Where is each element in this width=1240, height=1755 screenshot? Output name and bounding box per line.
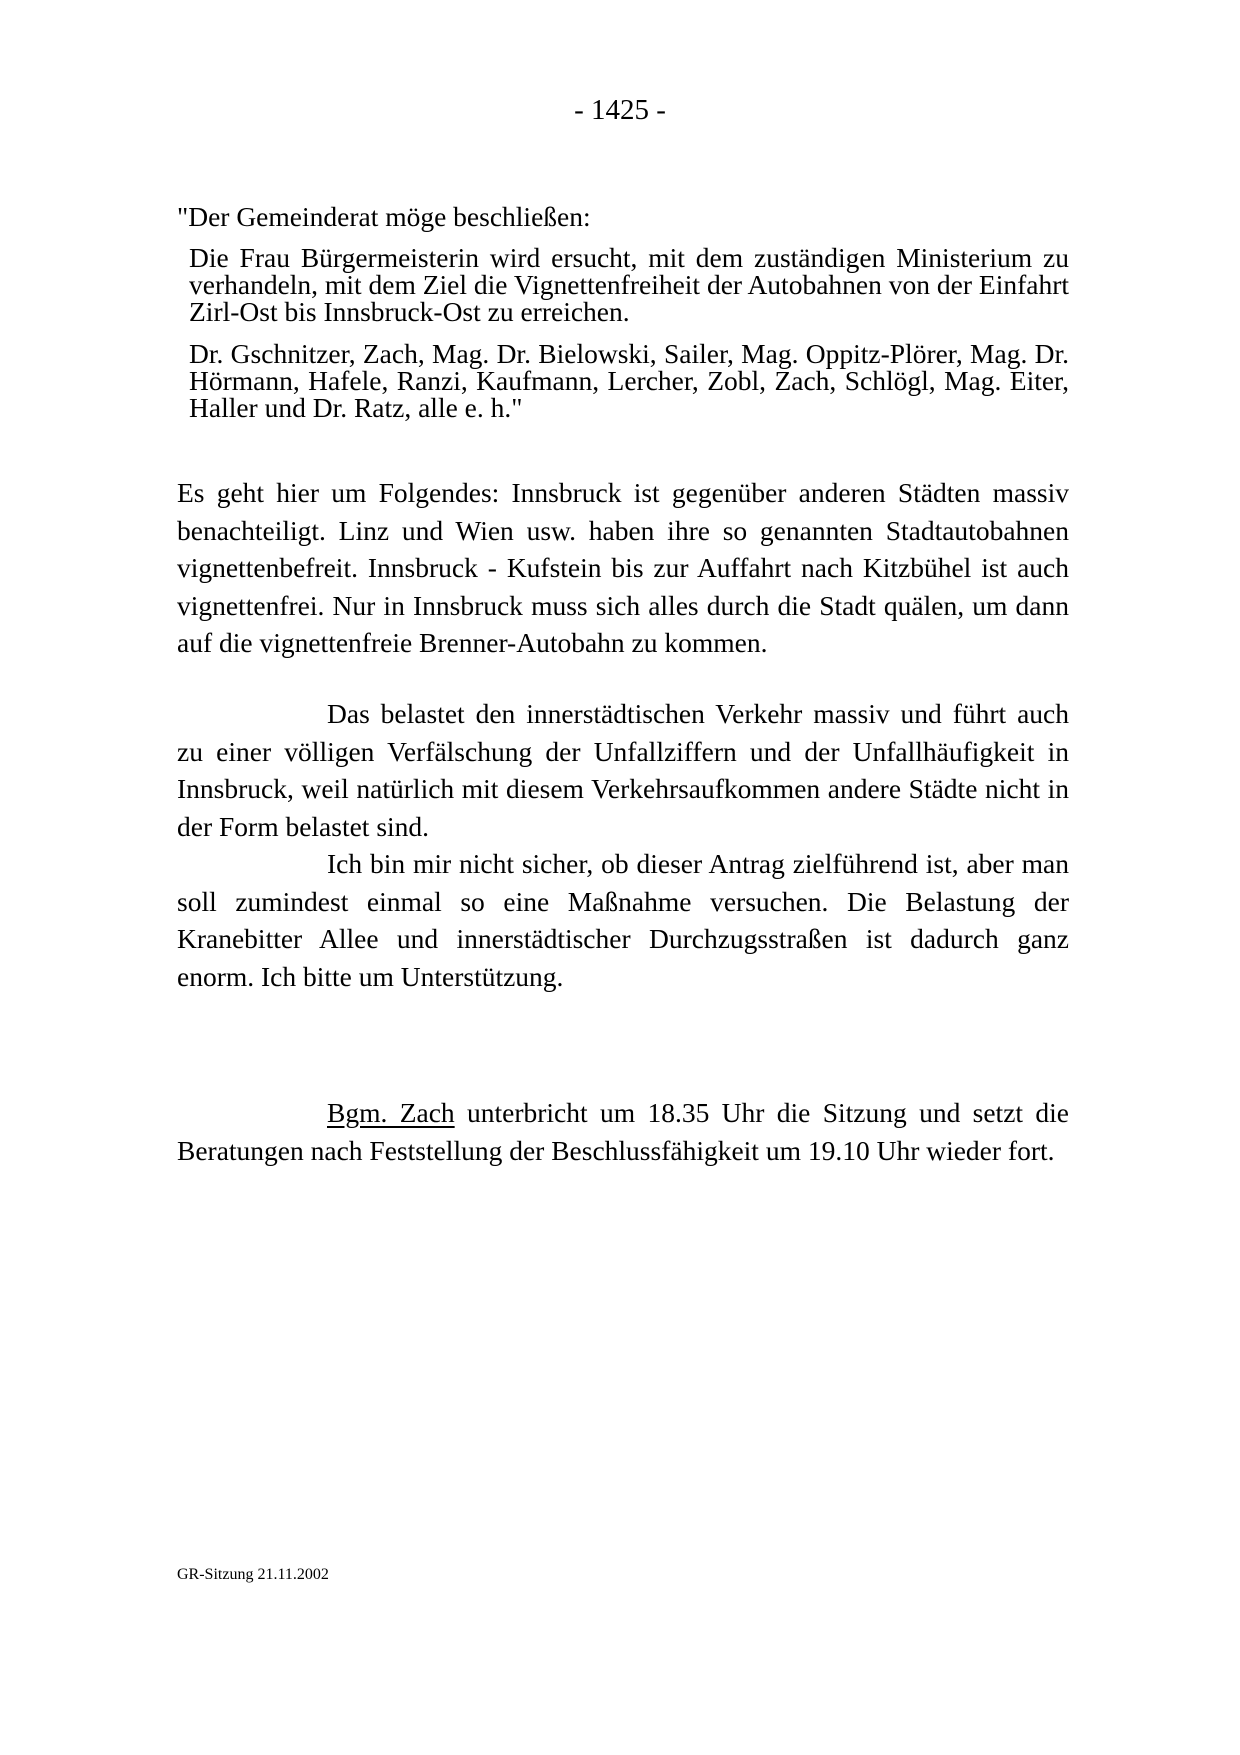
body-paragraph-4 xyxy=(177,1094,1069,1169)
footer-session-date: GR-Sitzung 21.11.2002 xyxy=(177,1566,329,1583)
paragraph-text: Es geht hier um Folgendes: Innsbruck ist gegenüber anderen Städten massiv benachteiligt. Linz und Wien usw. haben ihre so genannten Stadtautobahnen vignettenbefreit. Innsbruck - Kufstein bis zur Auffahrt nach Kitzbühel ist auch vignettenfrei. Nur in Innsbruck muss sich alles durch die Stadt quälen, um dann auf die vignettenfreie Brenner-Autobahn zu kommen. xyxy=(177,477,1069,658)
session-break-text: unterbricht um 18.35 Uhr die Sitzung und setzt die Beratungen nach Feststellung der Beschlussfähigkeit um 19.10 Uhr wieder fort. xyxy=(177,1097,1069,1166)
motion-text: Die Frau Bürgermeisterin wird ersucht, mit dem zuständigen Ministerium zu verhandeln, mit dem Ziel die Vignettenfreiheit der Autobahnen von der Einfahrt Zirl-Ost bis Innsbruck-Ost zu erreichen. xyxy=(189,242,1069,327)
body-paragraph-3 xyxy=(177,845,1069,995)
body-paragraph-1 xyxy=(177,474,1069,662)
page-number: - 1425 - xyxy=(574,94,666,126)
motion-intro: "Der Gemeinderat möge beschließen: xyxy=(177,201,591,232)
paragraph-text: Das belastet den innerstädtischen Verkehr massiv und führt auch zu einer völligen Verfälschung der Unfallziffern und der Unfallhäufigkeit in Innsbruck, weil natürlich mit diesem Verkehrsaufkommen andere Städte nicht in der Form belastet sind. xyxy=(177,698,1069,842)
speaker-name: Bgm. Zach xyxy=(327,1097,455,1128)
paragraph-text: Ich bin mir nicht sicher, ob dieser Antrag zielführend ist, aber man soll zumindest einmal so eine Maßnahme versuchen. Die Belastung der Kranebitter Allee und innerstädtischer Durchzugsstraßen ist dadurch ganz enorm. Ich bitte um Unterstützung. xyxy=(177,848,1069,992)
motion-signatories: Dr. Gschnitzer, Zach, Mag. Dr. Bielowski, Sailer, Mag. Oppitz-Plörer, Mag. Dr. Hörmann, Hafele, Ranzi, Kaufmann, Lercher, Zobl, Zach, Schlögl, Mag. Eiter, Haller und Dr. Ratz, alle e. h." xyxy=(189,338,1069,423)
paragraph-text xyxy=(177,1094,1069,1169)
body-paragraph-2 xyxy=(177,695,1069,845)
